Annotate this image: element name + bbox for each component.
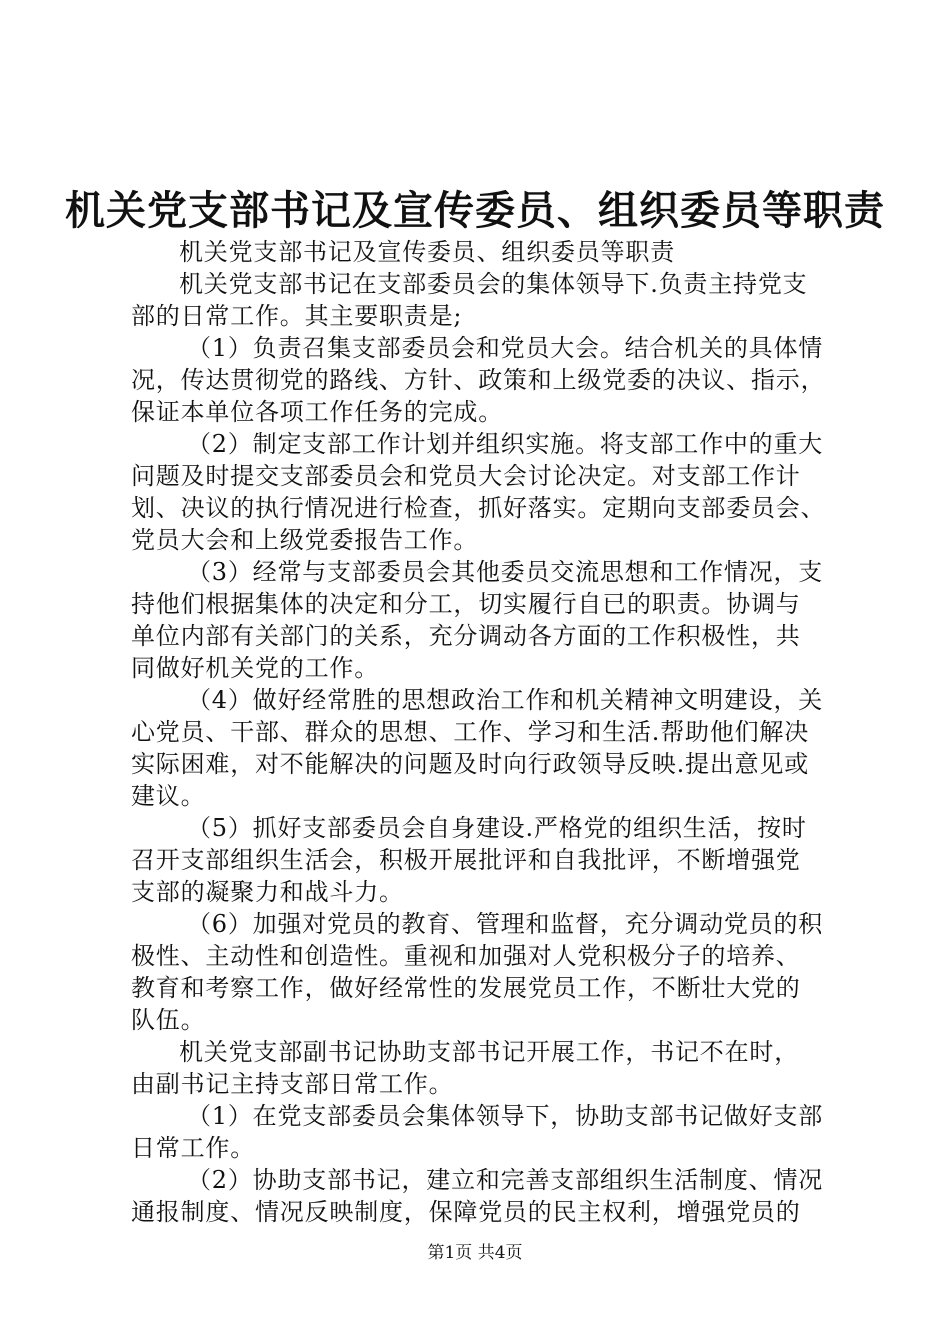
paragraph-line: 召开支部组织生活会，积极开展批评和自我批评，不断增强党 — [131, 846, 801, 874]
paragraph-line: 实际困难，对不能解决的问题及时向行政领导反映.提出意见或 — [131, 750, 810, 778]
paragraph-line: 心党员、干部、群众的思想、工作、学习和生活.帮助他们解决 — [131, 718, 810, 746]
paragraph-line: （2）协助支部书记，建立和完善支部组织生活制度、情况 — [187, 1166, 824, 1194]
document-body — [131, 236, 831, 1228]
paragraph-line: （3）经常与支部委员会其他委员交流思想和工作情况，支 — [187, 558, 824, 586]
paragraph-line: （1）在党支部委员会集体领导下，协助支部书记做好支部 — [187, 1102, 824, 1130]
paragraph-line: （5）抓好支部委员会自身建设.严格党的组织生活，按时 — [187, 814, 807, 842]
paragraph-line: 问题及时提交支部委员会和党员大会讨论决定。对支部工作计 — [131, 462, 801, 490]
page-title: 机关党支部书记及宣传委员、组织委员等职责 — [65, 187, 885, 234]
paragraph-line: 部的日常工作。其主要职责是; — [131, 302, 463, 330]
paragraph-line: 通报制度、情况反映制度，保障党员的民主权利，增强党员的 — [131, 1198, 801, 1226]
paragraph-line: 同做好机关党的工作。 — [131, 654, 379, 682]
page-footer: 第1页 共4页 — [427, 1243, 523, 1263]
paragraph-line: 机关党支部副书记协助支部书记开展工作，书记不在时， — [179, 1038, 799, 1066]
paragraph-line: 由副书记主持支部日常工作。 — [131, 1070, 454, 1098]
paragraph-line: 支部的凝聚力和战斗力。 — [131, 878, 404, 906]
paragraph-line: （4）做好经常胜的思想政治工作和机关精神文明建设，关 — [187, 686, 824, 714]
subtitle-line: 机关党支部书记及宣传委员、组织委员等职责 — [179, 238, 675, 266]
paragraph-line: 机关党支部书记在支部委员会的集体领导下.负责主持党支 — [179, 270, 808, 298]
paragraph-line: 保证本单位各项工作任务的完成。 — [131, 398, 503, 426]
paragraph-line: （6）加强对党员的教育、管理和监督，充分调动党员的积 — [187, 910, 824, 938]
paragraph-line: 极性、主动性和创造性。重视和加强对人党积极分子的培养、 — [131, 942, 801, 970]
paragraph-line: 划、决议的执行情况进行检查，抓好落实。定期向支部委员会、 — [131, 494, 826, 522]
paragraph-line: 党员大会和上级党委报告工作。 — [131, 526, 479, 554]
paragraph-line: 教育和考察工作，做好经常性的发展党员工作，不断壮大党的 — [131, 974, 801, 1002]
paragraph-line: 队伍。 — [131, 1006, 206, 1034]
paragraph-line: 况，传达贯彻党的路线、方针、政策和上级党委的决议、指示， — [131, 366, 826, 394]
paragraph-line: 单位内部有关部门的关系，充分调动各方面的工作积极性，共 — [131, 622, 801, 650]
paragraph-line: （2）制定支部工作计划并组织实施。将支部工作中的重大 — [187, 430, 824, 458]
paragraph-line: （1）负责召集支部委员会和党员大会。结合机关的具体情 — [187, 334, 824, 362]
paragraph-line: 日常工作。 — [131, 1134, 255, 1162]
paragraph-line: 建议。 — [131, 782, 206, 810]
paragraph-line: 持他们根据集体的决定和分工，切实履行自已的职责。协调与 — [131, 590, 801, 618]
